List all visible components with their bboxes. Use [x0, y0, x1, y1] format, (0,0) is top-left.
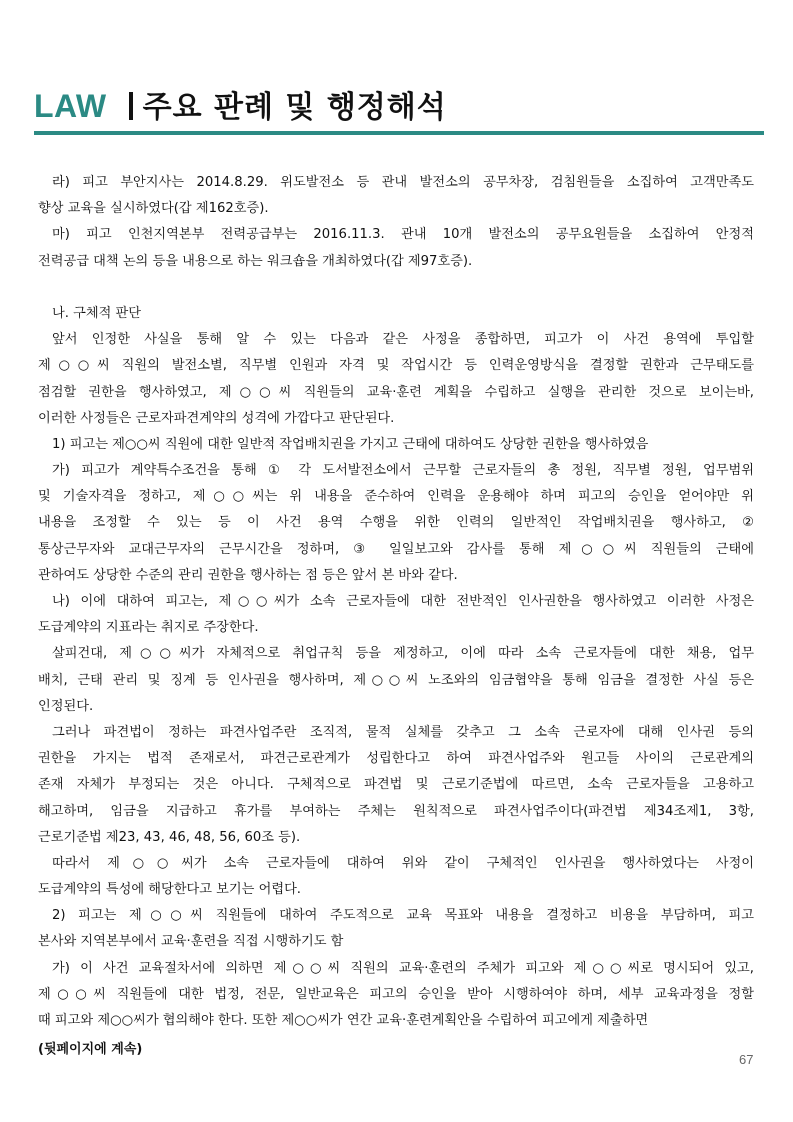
- paragraph: [38, 170, 754, 222]
- paragraph: [38, 327, 754, 432]
- text-line: 근로기준법 제23, 43, 46, 48, 56, 60조 등).: [38, 829, 301, 845]
- continued-note: (뒷페이지에 계속): [38, 1042, 143, 1057]
- text-line: 및 기술자격을 정하고, 제○○씨는 위 내용을 준수하여 인력을 운용해야 하며 피고의 승인을 얻어야만 위: [38, 489, 754, 505]
- page-title: 주요 판례 및 행정해석: [142, 90, 447, 125]
- paragraph: [38, 641, 754, 720]
- text-line: 통상근무자와 교대근무자의 근무시간을 정하며, ③ 일일보고와 감사를 통해 제○○씨 직원들의 근태에: [38, 541, 754, 557]
- paragraph: [38, 851, 754, 903]
- text-line: 해고하며, 임금을 지급하고 휴가를 부여하는 주체는 원칙적으로 파견사업주이다(파견법 제34조제1, 3항,: [38, 803, 754, 819]
- paragraph: [38, 903, 754, 955]
- paragraph: [38, 720, 754, 851]
- text-line: 향상 교육을 실시하였다(갑 제162호증).: [38, 201, 269, 217]
- text-line: 제○○씨 직원의 발전소별, 직무별 인원과 자격 및 작업시간 등 인력운영방식을 결정할 권한과 근무태도를: [38, 358, 754, 374]
- text-line: 가) 이 사건 교육절차서에 의하면 제○○씨 직원의 교육·훈련의 주체가 피고와 제○○씨로 명시되어 있고,: [52, 960, 754, 976]
- text-line: 라) 피고 부안지사는 2014.8.29. 위도발전소 등 관내 발전소의 공무차장, 검침원들을 소집하여 고객만족도: [52, 175, 754, 190]
- text-line: 살피건대, 제○○씨가 자체적으로 취업규칙 등을 제정하고, 이에 따라 소속 근로자들에 대한 채용, 업무: [52, 646, 754, 662]
- paragraph: [38, 301, 754, 327]
- page-number: 67: [739, 1052, 754, 1067]
- paragraph: [38, 222, 754, 274]
- text-line: 배치, 근태 관리 및 징계 등 인사권을 행사하며, 제○○씨 노조와의 임금협약을 통해 임금을 결정한 사실 등은: [38, 672, 754, 688]
- text-line: 본사와 지역본부에서 교육·훈련을 직접 시행하기도 함: [38, 934, 344, 950]
- paragraph: [38, 589, 754, 641]
- header-divider: [129, 92, 133, 120]
- text-line: 도급계약의 특성에 해당한다고 보기는 어렵다.: [38, 882, 302, 898]
- text-line: 내용을 조정할 수 있는 등 이 사건 용역 수행을 위한 인력의 일반적인 작업배치권을 행사하고, ②: [38, 515, 754, 531]
- text-line: 나. 구체적 판단: [52, 305, 142, 321]
- paragraph: [38, 432, 754, 458]
- text-line: 따라서 제○○씨가 소속 근로자들에 대하여 위와 같이 구체적인 인사권을 행사하였다는 사정이: [52, 855, 754, 871]
- text-line: 제○○씨 직원들에 대한 법정, 전문, 일반교육은 피고의 승인을 받아 시행하여야 하며, 세부 교육과정을 정할: [38, 986, 754, 1002]
- text-line: 이러한 사정들은 근로자파견계약의 성격에 가깝다고 판단된다.: [38, 410, 395, 426]
- text-line: 마) 피고 인천지역본부 전력공급부는 2016.11.3. 관내 10개 발전소의 공무요원들을 소집하여 안정적: [52, 227, 754, 243]
- text-line: 존재 자체가 부정되는 것은 아니다. 구체적으로 파견법 및 근로기준법에 따르면, 소속 근로자들을 고용하고: [38, 777, 754, 793]
- paragraph: [38, 458, 754, 589]
- spacer: [38, 275, 754, 301]
- header-rule: [34, 131, 764, 135]
- text-line: 점검할 권한을 행사하였고, 제○○씨 직원들의 교육·훈련 계획을 수립하고 실행을 관리한 것으로 보이는바,: [38, 384, 754, 400]
- text-line: 앞서 인정한 사실을 통해 알 수 있는 다음과 같은 사정을 종합하면, 피고가 이 사건 용역에 투입할: [52, 332, 754, 348]
- text-line: 1) 피고는 제○○씨 직원에 대한 일반적 작업배치권을 가지고 근태에 대하여도 상당한 권한을 행사하였음: [52, 436, 649, 452]
- page-header: [34, 82, 764, 126]
- text-line: 인정된다.: [38, 698, 94, 714]
- section-label: LAW: [34, 88, 107, 124]
- paragraph: [38, 956, 754, 1035]
- text-line: 나) 이에 대하여 피고는, 제○○씨가 소속 근로자들에 대한 전반적인 인사권한을 행사하였고 이러한 사정은: [52, 594, 754, 609]
- text-line: 도급계약의 지표라는 취지로 주장한다.: [38, 620, 259, 636]
- text-line: 때 피고와 제○○씨가 협의해야 한다. 또한 제○○씨가 연간 교육·훈련계획안을 수립하여 피고에게 제출하면: [38, 1013, 649, 1028]
- text-line: 2) 피고는 제○○씨 직원들에 대하여 주도적으로 교육 목표와 내용을 결정하고 비용을 부담하며, 피고: [52, 908, 754, 924]
- text-line: 관하여도 상당한 수준의 관리 권한을 행사하는 점 등은 앞서 본 바와 같다.: [38, 567, 458, 583]
- text-line: 그러나 파견법이 정하는 파견사업주란 조직적, 물적 실체를 갖추고 그 소속 근로자에 대해 인사권 등의: [52, 724, 754, 740]
- text-line: 전력공급 대책 논의 등을 내용으로 하는 워크숍을 개최하였다(갑 제97호증).: [38, 253, 473, 269]
- text-line: 권한을 가지는 법적 존재로서, 파견근로관계가 성립한다고 하여 파견사업주와 원고들 사이의 근로관계의: [38, 751, 754, 767]
- text-line: 가) 피고가 계약특수조건을 통해 ① 각 도서발전소에서 근무할 근로자들의 총 정원, 직무별 정원, 업무범위: [52, 463, 754, 479]
- document-body: [38, 170, 754, 1034]
